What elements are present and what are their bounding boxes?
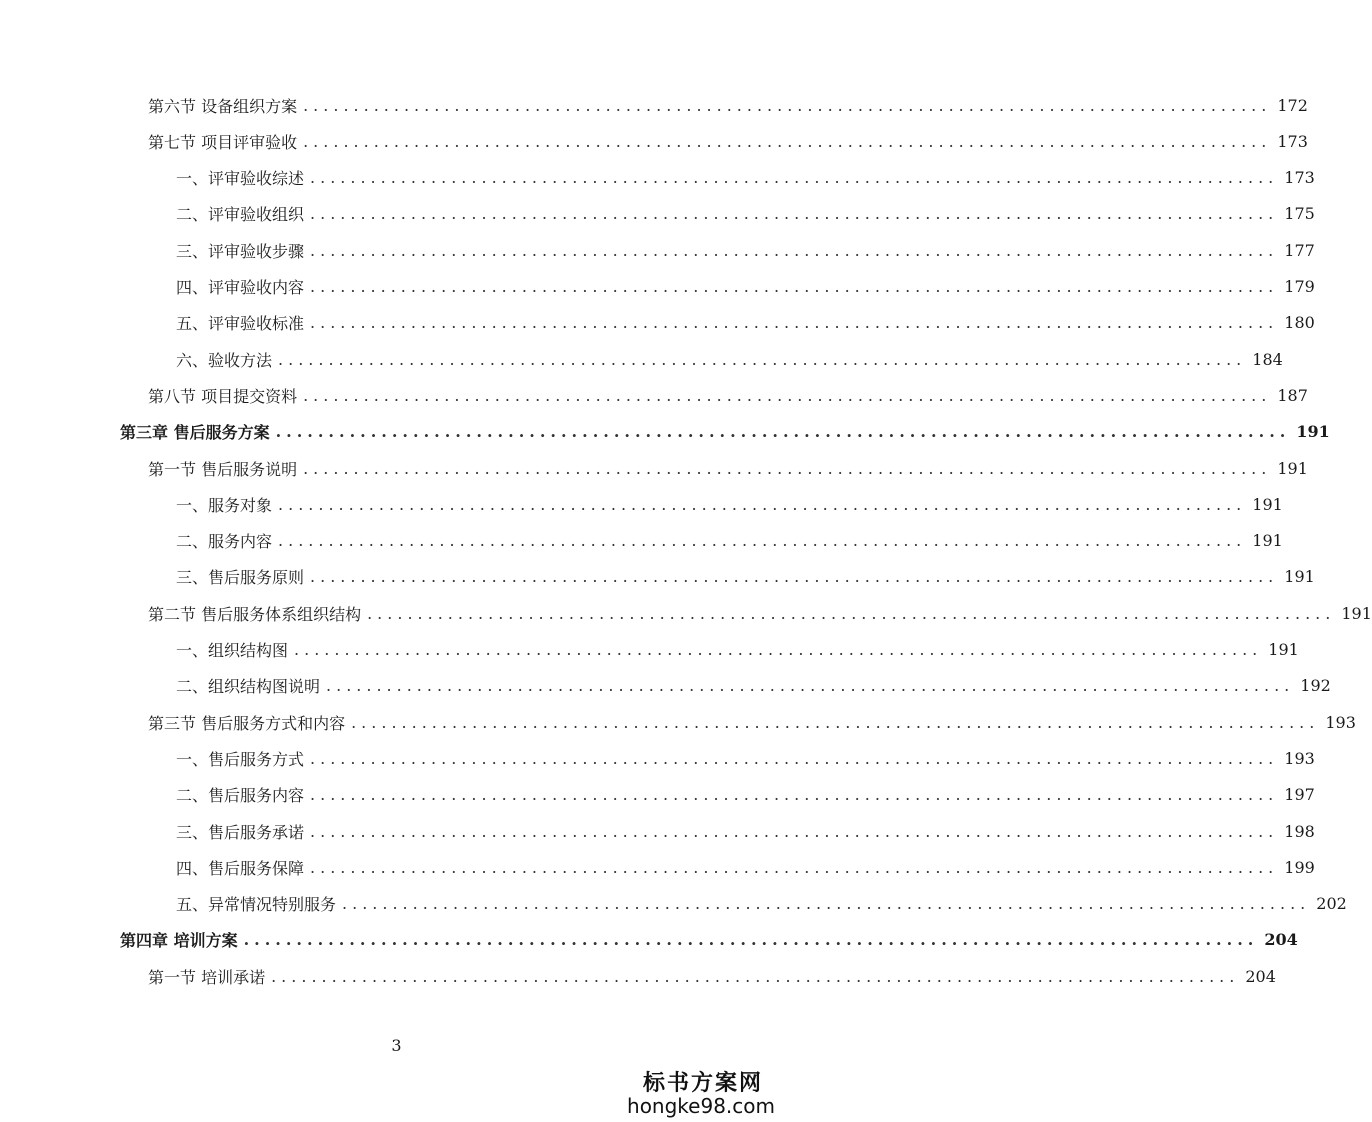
toc-leader: ................................................................................................ <box>303 458 1272 478</box>
toc-title: 二、组织结构图说明 <box>176 677 321 697</box>
toc-row[interactable] <box>0 308 1315 338</box>
toc-row[interactable] <box>0 780 1315 810</box>
toc-title: 第三章 售后服务方案 <box>120 423 270 443</box>
toc-title: 五、评审验收标准 <box>176 314 305 334</box>
toc-title: 一、售后服务方式 <box>176 749 305 769</box>
toc-leader: ................................................................................................ <box>310 748 1279 768</box>
toc-leader: ................................................................................................ <box>310 168 1279 188</box>
toc-leader: ................................................................................................ <box>326 676 1295 696</box>
toc-row[interactable] <box>0 90 1308 120</box>
toc-title: 三、售后服务原则 <box>176 568 305 588</box>
toc-row[interactable] <box>0 126 1308 156</box>
toc-title: 六、验收方法 <box>176 350 273 370</box>
toc-page: 197 <box>1284 785 1315 805</box>
toc-row[interactable] <box>0 925 1298 955</box>
toc-title: 二、评审验收组织 <box>176 205 305 225</box>
toc-page: 184 <box>1252 349 1283 369</box>
toc-leader: ................................................................................................ <box>351 712 1320 732</box>
toc-page: 173 <box>1277 131 1308 151</box>
toc-row[interactable] <box>0 961 1276 991</box>
toc-page: 199 <box>1284 857 1315 877</box>
toc-page: 187 <box>1277 385 1308 405</box>
toc-row[interactable] <box>0 816 1315 846</box>
toc-title: 第三节 售后服务方式和内容 <box>148 713 346 733</box>
toc-page: 193 <box>1284 748 1315 768</box>
toc-row[interactable] <box>0 671 1331 701</box>
toc-leader: ................................................................................................ <box>278 531 1247 551</box>
toc-row[interactable] <box>0 889 1347 919</box>
toc-leader: ................................................................................................ <box>243 930 1259 950</box>
toc-row[interactable] <box>0 380 1308 410</box>
toc-leader: ................................................................................................ <box>303 385 1272 405</box>
toc-page: 175 <box>1284 204 1315 224</box>
toc-page: 191 <box>1284 567 1315 587</box>
toc-title: 二、服务内容 <box>176 532 273 552</box>
toc-leader: ................................................................................................ <box>310 277 1279 296</box>
toc-leader: ................................................................................................ <box>278 494 1247 514</box>
toc-title: 第八节 项目提交资料 <box>148 386 298 406</box>
toc-page: 179 <box>1284 277 1315 296</box>
toc-page: 198 <box>1284 821 1315 841</box>
toc-leader: ................................................................................................ <box>278 349 1247 369</box>
toc-leader: ................................................................................................ <box>310 857 1279 877</box>
toc-page: 191 <box>1252 531 1283 551</box>
toc-page: 202 <box>1316 894 1347 914</box>
toc-row[interactable] <box>0 598 1372 628</box>
toc-page: 191 <box>1277 458 1308 478</box>
toc-row[interactable] <box>0 562 1315 592</box>
toc-leader: ................................................................................................ <box>367 603 1336 623</box>
toc-page: 191 <box>1268 640 1299 659</box>
toc-row[interactable] <box>0 235 1315 265</box>
toc-title: 第一节 培训承诺 <box>148 967 266 987</box>
toc-page: 191 <box>1296 422 1330 442</box>
toc-page: 204 <box>1264 930 1298 950</box>
toc-title: 五、异常情况特别服务 <box>176 895 337 915</box>
toc-row[interactable] <box>0 743 1315 773</box>
toc-title: 四、售后服务保障 <box>176 858 305 878</box>
toc-title: 第二节 售后服务体系组织结构 <box>148 604 362 624</box>
toc-row[interactable] <box>0 344 1283 374</box>
toc-leader: ................................................................................................ <box>303 95 1272 115</box>
toc-row[interactable] <box>0 272 1315 302</box>
toc-row[interactable] <box>0 489 1283 519</box>
toc-leader: ................................................................................................ <box>294 640 1263 659</box>
toc-title: 一、组织结构图 <box>176 641 289 660</box>
toc-page: 192 <box>1300 676 1331 696</box>
toc-page: 173 <box>1284 168 1315 188</box>
toc-title: 四、评审验收内容 <box>176 278 305 297</box>
toc-leader: ................................................................................................ <box>310 821 1279 841</box>
toc-title: 第一节 售后服务说明 <box>148 459 298 479</box>
toc-leader: ................................................................................................ <box>275 422 1291 442</box>
toc-leader: ................................................................................................ <box>271 966 1240 986</box>
toc-page: 172 <box>1277 95 1308 115</box>
toc-row[interactable] <box>0 526 1283 556</box>
toc-page: 191 <box>1252 494 1283 514</box>
toc-leader: ................................................................................................ <box>310 313 1279 333</box>
toc-row[interactable] <box>0 852 1315 882</box>
toc-row[interactable] <box>0 453 1308 483</box>
toc-leader: ................................................................................................ <box>310 567 1279 587</box>
toc-row[interactable] <box>0 707 1356 737</box>
toc-row[interactable] <box>0 635 1299 665</box>
toc-title: 第六节 设备组织方案 <box>148 96 298 116</box>
toc-leader: ................................................................................................ <box>310 240 1279 260</box>
toc-row[interactable] <box>0 417 1330 447</box>
toc-row[interactable] <box>0 199 1315 229</box>
toc-leader: ................................................................................................ <box>310 785 1279 805</box>
watermark-url: hongke98.com <box>627 1094 775 1118</box>
toc-title: 第四章 培训方案 <box>120 931 238 951</box>
toc-leader: ................................................................................................ <box>310 204 1279 224</box>
toc-title: 三、售后服务承诺 <box>176 822 305 842</box>
toc-title: 一、服务对象 <box>176 495 273 515</box>
toc-page: 177 <box>1284 240 1315 260</box>
toc-page: 204 <box>1245 966 1276 986</box>
toc-page: 191 <box>1341 603 1372 623</box>
toc-page: 193 <box>1325 712 1356 732</box>
toc-page: 180 <box>1284 313 1315 333</box>
toc-leader: ................................................................................................ <box>303 131 1272 151</box>
toc-title: 三、评审验收步骤 <box>176 241 305 261</box>
toc-row[interactable] <box>0 163 1315 193</box>
toc-title: 第七节 项目评审验收 <box>148 132 298 152</box>
toc-title: 一、评审验收综述 <box>176 169 305 189</box>
toc-leader: ................................................................................................ <box>342 894 1311 914</box>
page-number: 3 <box>391 1036 402 1055</box>
watermark-name: 标书方案网 <box>642 1070 763 1096</box>
toc-title: 二、售后服务内容 <box>176 786 305 806</box>
